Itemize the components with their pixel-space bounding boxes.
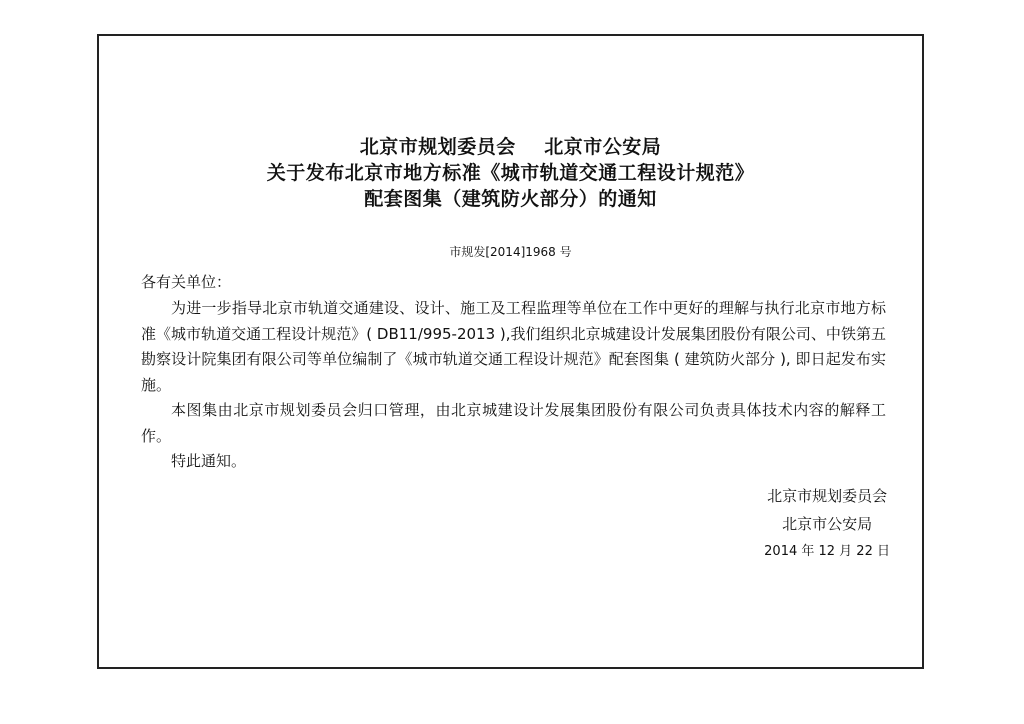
signature-date: 2014 年 12 月 22 日 <box>764 544 890 559</box>
title-subject: 关于发布北京市地方标准《城市轨道交通工程设计规范》 <box>266 162 755 184</box>
signature-block <box>764 482 890 566</box>
signature-org-planning: 北京市规划委员会 <box>767 487 888 505</box>
paragraph-management: 本图集由北京市规划委员会归口管理，由北京城建设计发展集团股份有限公司负责具体技术内容的解释工作。 <box>141 401 886 445</box>
salutation: 各有关单位： <box>141 273 232 291</box>
paragraph-closing: 特此通知。 <box>171 452 247 470</box>
document-number: 市规发[2014]1968 号 <box>449 245 572 259</box>
title-notice: 配套图集（建筑防火部分）的通知 <box>364 188 657 210</box>
notice-body <box>141 296 886 475</box>
signature-org-police: 北京市公安局 <box>782 515 873 533</box>
paragraph-purpose: 为进一步指导北京市轨道交通建设、设计、施工及工程监理等单位在工作中更好的理解与执行北京市地方标准《城市轨道交通工程设计规范》( DB11/995-2013 ),我们组织北京城建设计发展集团股份有限公司、中铁第五勘察设计院集团有限公司等单位编制了《城市轨道交通工程设计规范》配套图集 ( 建筑防火部分 ), 即日起发布实施。 <box>141 299 886 394</box>
title-issuers: 北京市规划委员会 北京市公安局 <box>359 136 662 158</box>
